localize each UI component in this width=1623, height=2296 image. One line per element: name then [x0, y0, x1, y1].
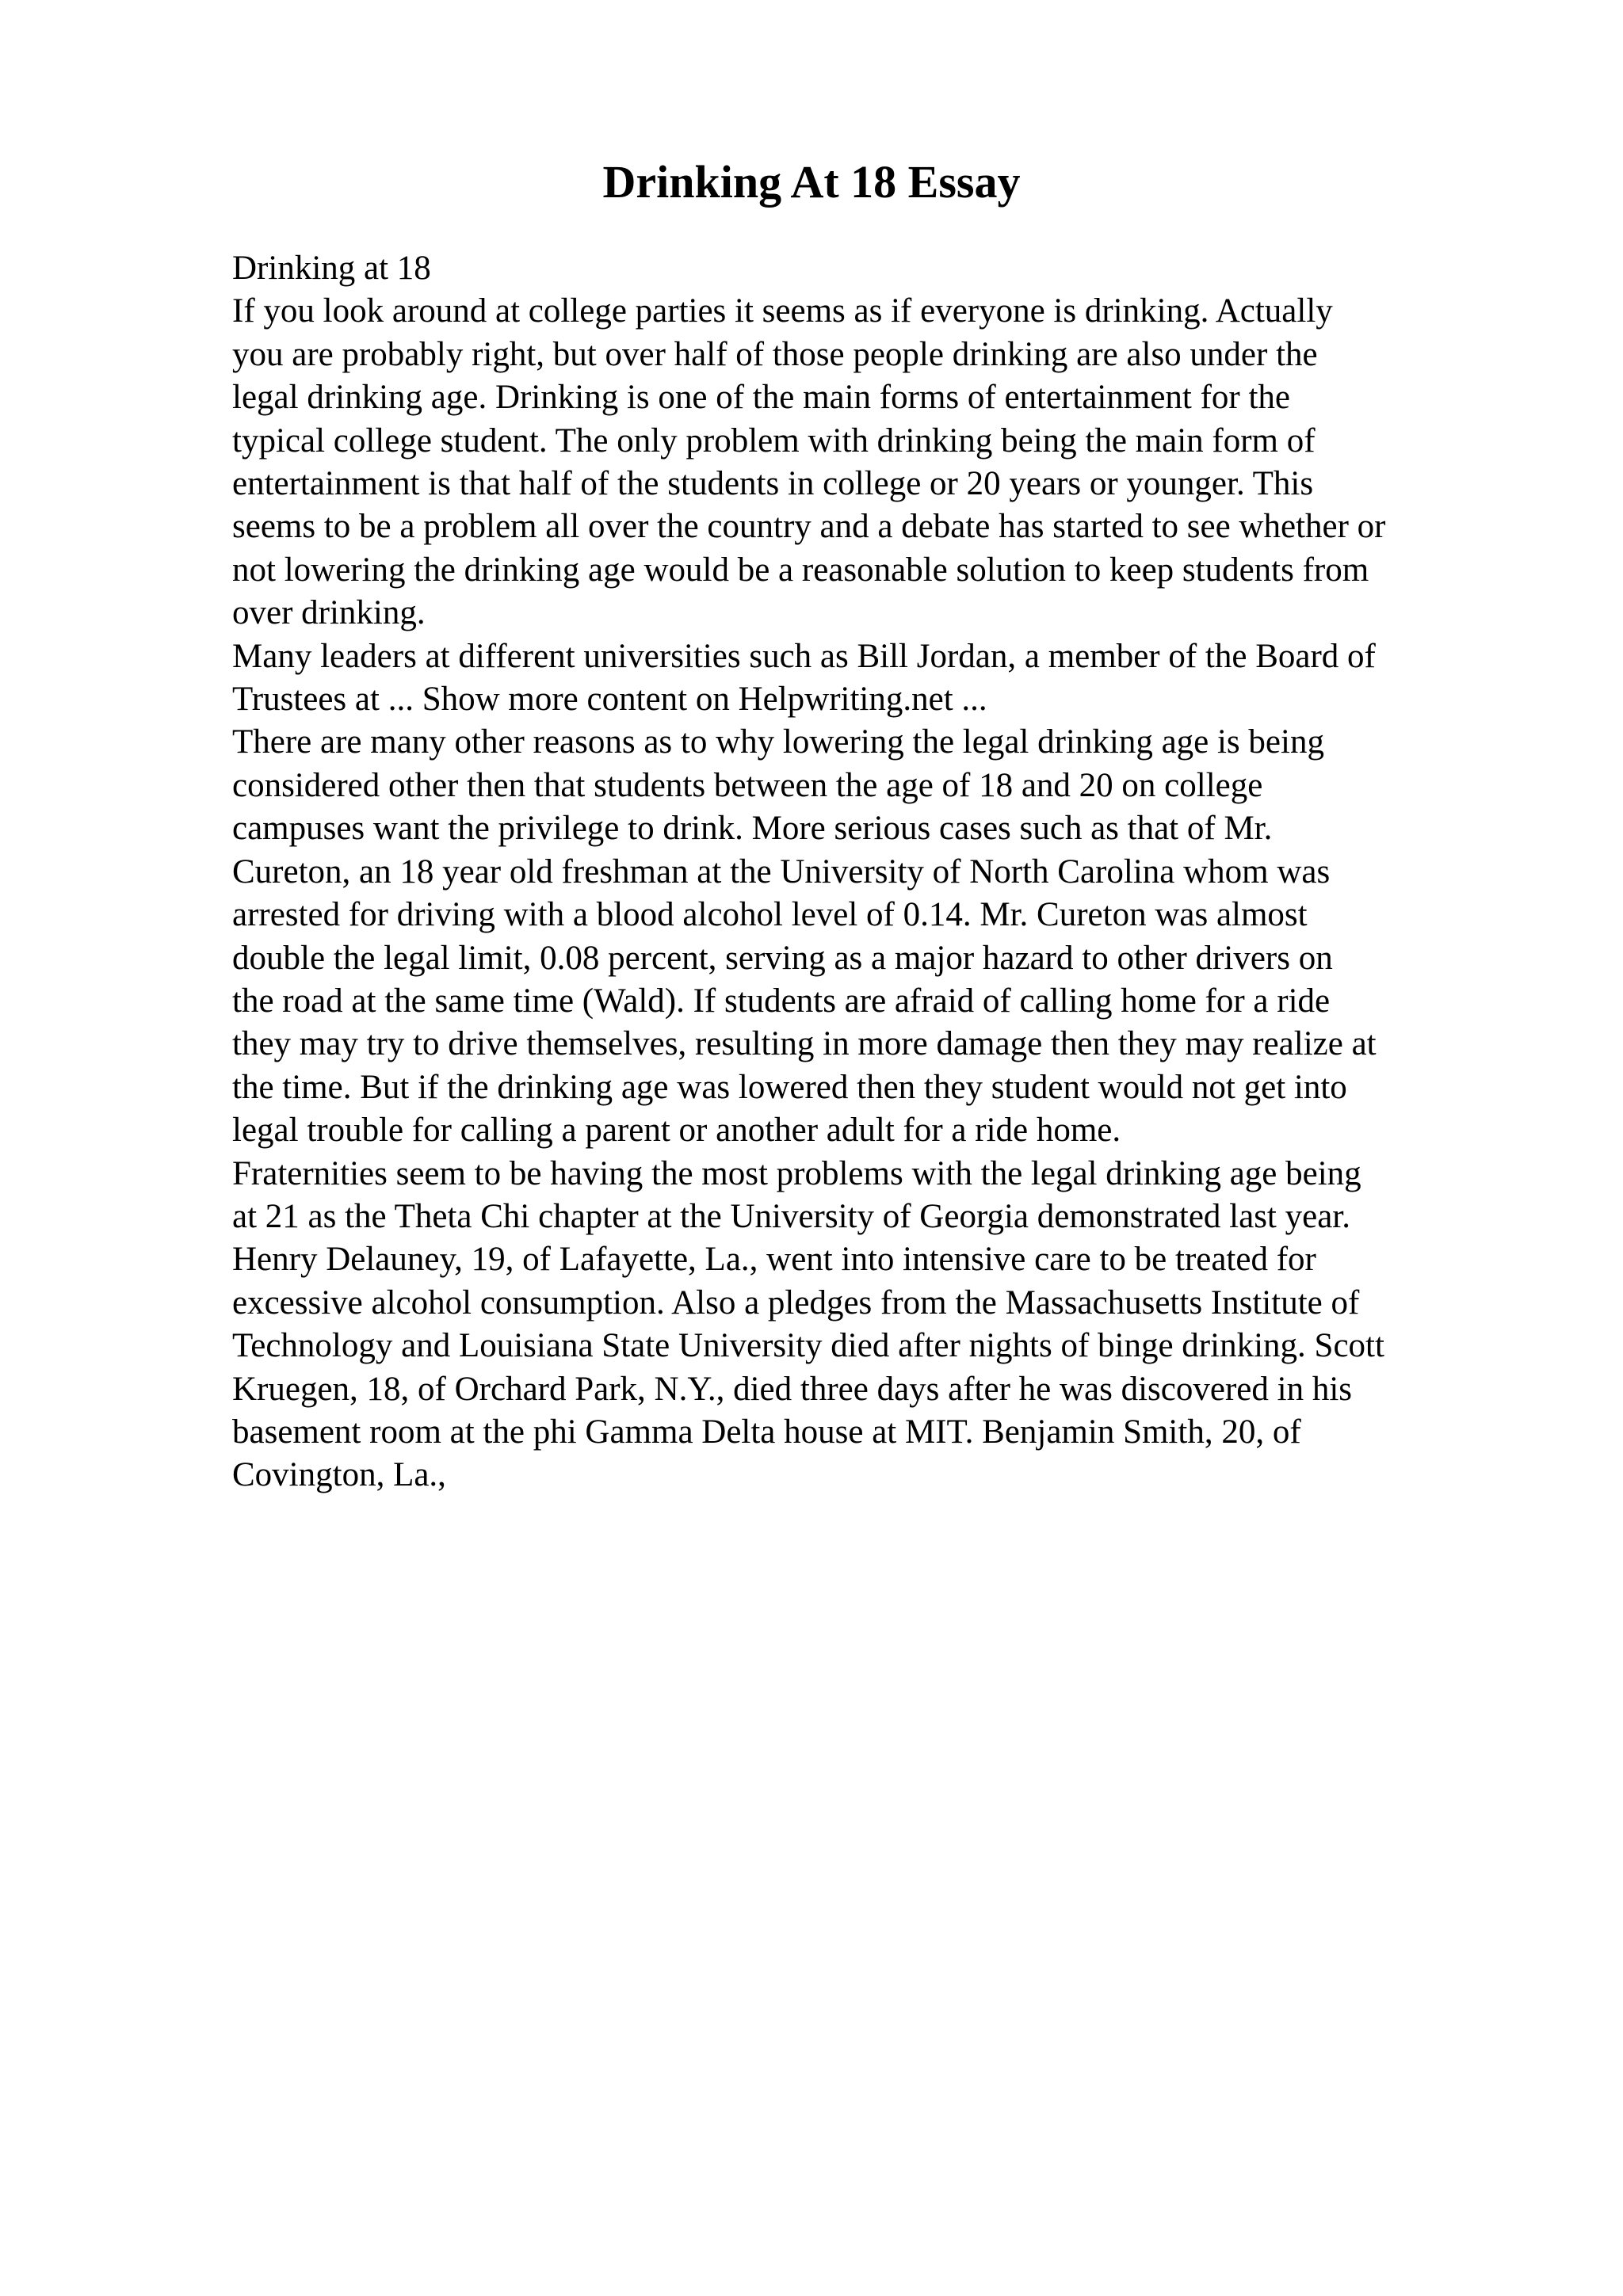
essay-line: typical college student. The only problem with drinking being the main form of — [232, 421, 1316, 460]
essay-line: Kruegen, 18, of Orchard Park, N.Y., died three days after he was discovered in his — [232, 1370, 1352, 1408]
essay-line: legal trouble for calling a parent or another adult for a ride home. — [232, 1112, 1121, 1150]
essay-line: not lowering the drinking age would be a reasonable solution to keep students from — [232, 551, 1369, 589]
essay-line: entertainment is that half of the students in college or 20 years or younger. This — [232, 465, 1314, 503]
essay-line: Trustees at ... Show more content on Helpwriting.net ... — [232, 681, 987, 719]
essay-line: seems to be a problem all over the country and a debate has started to see whether or — [232, 508, 1386, 546]
essay-line: considered other then that students between the age of 18 and 20 on college — [232, 766, 1263, 804]
essay-line: legal drinking age. Drinking is one of the main forms of entertainment for the — [232, 379, 1291, 417]
essay-line: arrested for driving with a blood alcohol level of 0.14. Mr. Cureton was almost — [232, 896, 1308, 934]
essay-line: Technology and Louisiana State University died after nights of binge drinking. Scott — [232, 1327, 1384, 1365]
essay-line: Drinking at 18 — [232, 250, 431, 287]
essay-line: campuses want the privilege to drink. More serious cases such as that of Mr. — [232, 810, 1273, 848]
essay-line: excessive alcohol consumption. Also a pledges from the Massachusetts Institute of — [232, 1283, 1360, 1322]
page-title: Drinking At 18 Essay — [602, 156, 1021, 208]
essay-line: double the legal limit, 0.08 percent, serving as a major hazard to other drivers on — [232, 939, 1333, 977]
essay-line: at 21 as the Theta Chi chapter at the University of Georgia demonstrated last year. — [232, 1197, 1351, 1235]
essay-line: Fraternities seem to be having the most problems with the legal drinking age being — [232, 1154, 1361, 1192]
essay-line: you are probably right, but over half of those people drinking are also under the — [232, 335, 1318, 373]
essay-line: over drinking. — [232, 594, 426, 632]
essay-line: Many leaders at different universities such as Bill Jordan, a member of the Board of — [232, 637, 1376, 675]
essay-line: If you look around at college parties it seems as if everyone is drinking. Actually — [232, 292, 1333, 330]
essay-line: basement room at the phi Gamma Delta house at MIT. Benjamin Smith, 20, of — [232, 1413, 1301, 1451]
essay-line: Covington, La., — [232, 1456, 446, 1494]
essay-line: There are many other reasons as to why lowering the legal drinking age is being — [232, 723, 1324, 761]
essay-body — [232, 247, 1500, 1497]
essay-line: they may try to drive themselves, resulting in more damage then they may realize at — [232, 1025, 1377, 1063]
essay-line: the time. But if the drinking age was lowered then they student would not get into — [232, 1068, 1347, 1106]
essay-line: Cureton, an 18 year old freshman at the University of North Carolina whom was — [232, 852, 1331, 891]
essay-line: the road at the same time (Wald). If students are afraid of calling home for a ride — [232, 982, 1331, 1020]
essay-line: Henry Delauney, 19, of Lafayette, La., went into intensive care to be treated for — [232, 1241, 1316, 1279]
